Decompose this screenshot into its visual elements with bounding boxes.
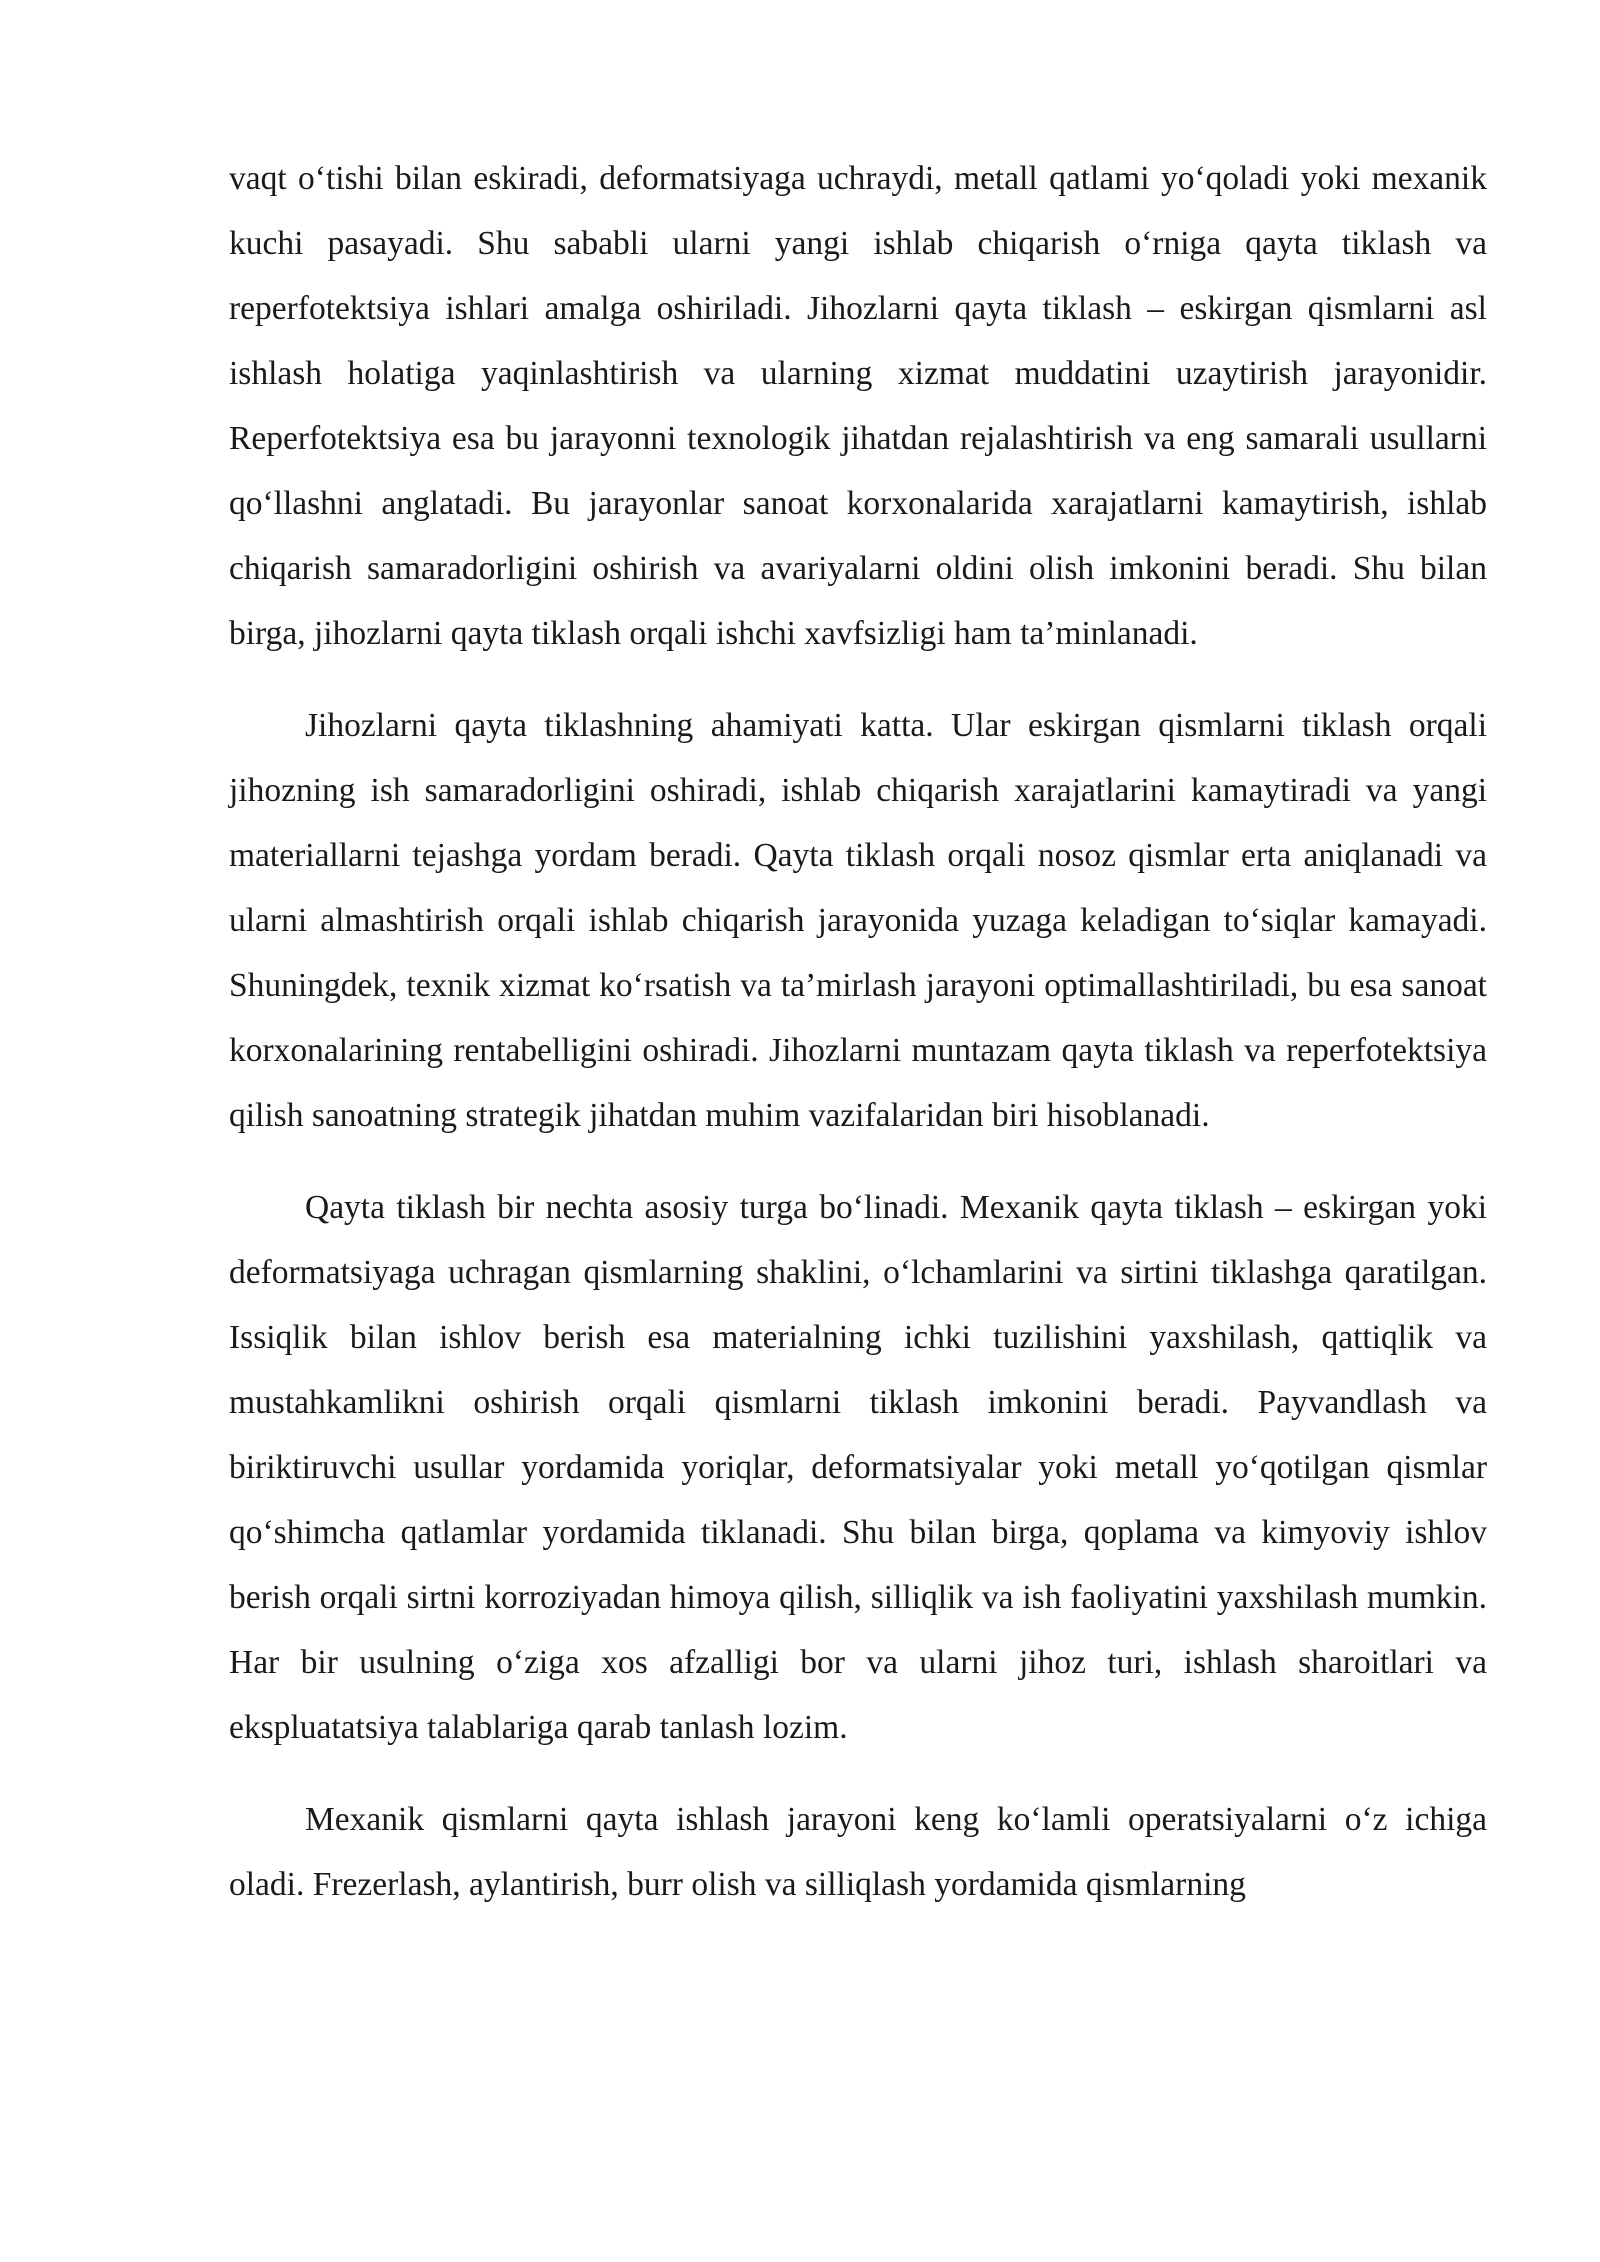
- paragraph-3: Qayta tiklash bir nechta asosiy turga bo‘linadi. Mexanik qayta tiklash – eskirgan yoki deformatsiyaga uchragan qismlarning shaklini, o‘lchamlarini va sirtini tiklashga qaratilgan. Issiqlik bilan ishlov berish esa materialning ichki tuzilishini yaxshilash, qattiqlik va mustahkamlikni oshirish orqali qismlarni tiklash imkonini beradi. Payvandlash va biriktiruvchi usullar yordamida yoriqlar, deformatsiyalar yoki metall yo‘qotilgan qismlar qo‘shimcha qatlamlar yordamida tiklanadi. Shu bilan birga, qoplama va kimyoviy ishlov berish orqali sirtni korroziyadan himoya qilish, silliqlik va ish faoliyatini yaxshilash mumkin. Har bir usulning o‘ziga xos afzalligi bor va ularni jihoz turi, ishlash sharoitlari va ekspluatatsiya talablariga qarab tanlash lozim.: [229, 1189, 1487, 1746]
- paragraph-2: Jihozlarni qayta tiklashning ahamiyati katta. Ular eskirgan qismlarni tiklash orqali jihozning ish samaradorligini oshiradi, ishlab chiqarish xarajatlarini kamaytiradi va yangi materiallarni tejashga yordam beradi. Qayta tiklash orqali nosoz qismlar erta aniqlanadi va ularni almashtirish orqali ishlab chiqarish jarayonida yuzaga keladigan to‘siqlar kamayadi. Shuningdek, texnik xizmat ko‘rsatish va ta’mirlash jarayoni optimallashtiriladi, bu esa sanoat korxonalarining rentabelligini oshiradi. Jihozlarni muntazam qayta tiklash va reperfotektsiya qilish sanoatning strategik jihatdan muhim vazifalaridan biri hisoblanadi.: [229, 707, 1487, 1134]
- paragraph-1: vaqt o‘tishi bilan eskiradi, deformatsiyaga uchraydi, metall qatlami yo‘qoladi yoki mexanik kuchi pasayadi. Shu sababli ularni yangi ishlab chiqarish o‘rniga qayta tiklash va reperfotektsiya ishlari amalga oshiriladi. Jihozlarni qayta tiklash – eskirgan qismlarni asl ishlash holatiga yaqinlashtirish va ularning xizmat muddatini uzaytirish jarayonidir. Reperfotektsiya esa bu jarayonni texnologik jihatdan rejalashtirish va eng samarali usullarni qo‘llashni anglatadi. Bu jarayonlar sanoat korxonalarida xarajatlarni kamaytirish, ishlab chiqarish samaradorligini oshirish va avariyalarni oldini olish imkonini beradi. Shu bilan birga, jihozlarni qayta tiklash orqali ishchi xavfsizligi ham ta’minlanadi.: [229, 160, 1487, 652]
- paragraph-4: Mexanik qismlarni qayta ishlash jarayoni keng ko‘lamli operatsiyalarni o‘z ichiga oladi. Frezerlash, aylantirish, burr olish va silliqlash yordamida qismlarning: [229, 1801, 1487, 1903]
- document-body: [229, 146, 1487, 1944]
